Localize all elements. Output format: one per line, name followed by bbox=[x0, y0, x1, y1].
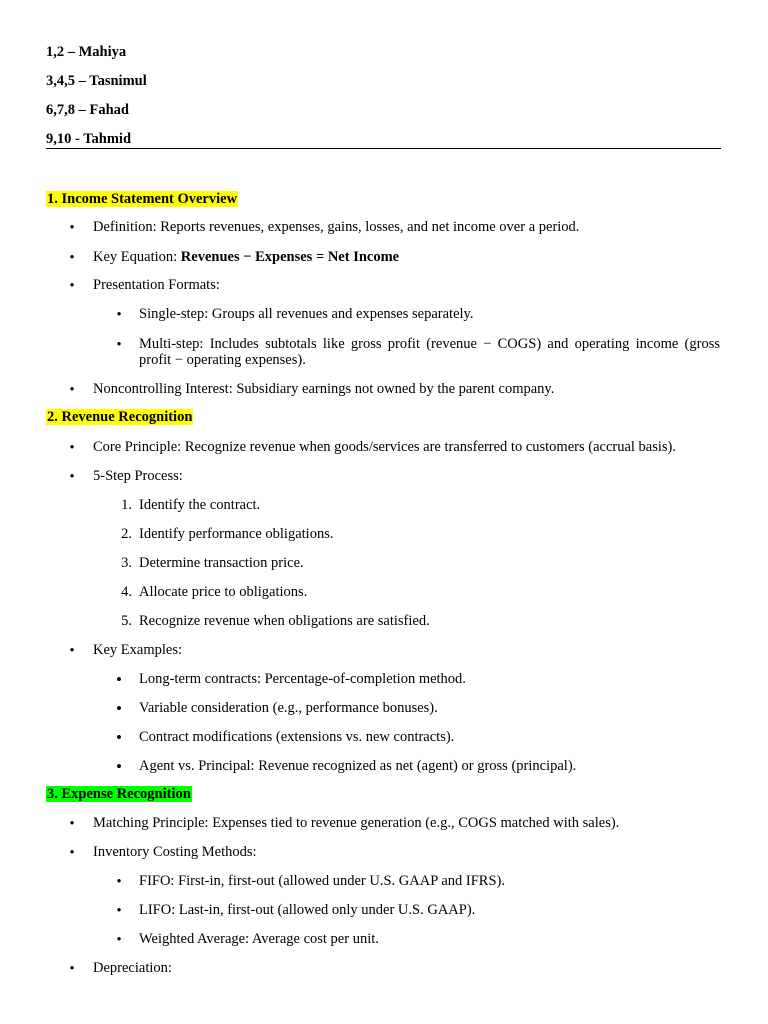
method-item: LIFO: Last-in, first-out (allowed only under U.S. GAAP). bbox=[139, 902, 476, 918]
step-item: Recognize revenue when obligations are satisfied. bbox=[139, 613, 430, 629]
section-heading bbox=[46, 191, 238, 208]
example-item: Long-term contracts: Percentage-of-completion method. bbox=[139, 671, 466, 687]
key-equation-value: Revenues − Expenses = Net Income bbox=[180, 249, 400, 265]
bullet-icon: • bbox=[69, 440, 75, 456]
section1-heading: 1. Income Statement Overview bbox=[47, 191, 238, 207]
bullet-icon: • bbox=[116, 670, 122, 689]
bullet-icon: • bbox=[116, 757, 122, 776]
bullet-icon: • bbox=[69, 382, 75, 398]
step-item: Identify performance obligations. bbox=[139, 526, 334, 542]
bullet-icon: • bbox=[116, 932, 122, 948]
bullet-icon: • bbox=[69, 220, 75, 236]
core-principle-item: Core Principle: Recognize revenue when goods/services are transferred to customers (accrual basis). bbox=[93, 439, 676, 455]
noncontrolling-item: Noncontrolling Interest: Subsidiary earnings not owned by the parent company. bbox=[93, 381, 555, 397]
bullet-icon: • bbox=[69, 469, 75, 485]
step-number: 2. bbox=[121, 526, 132, 542]
bullet-icon: • bbox=[116, 903, 122, 919]
method-item: Weighted Average: Average cost per unit. bbox=[139, 931, 379, 947]
bullet-icon: • bbox=[69, 816, 75, 832]
assignment-line: 9,10 - Tahmid bbox=[46, 131, 132, 147]
assignment-line: 3,4,5 – Tasnimul bbox=[46, 73, 147, 89]
multi-step-item: Multi-step: Includes subtotals like gross profit (revenue − COGS) and operating income (gross profit − operating expenses). bbox=[139, 336, 720, 368]
definition-item: Definition: Reports revenues, expenses, gains, losses, and net income over a period. bbox=[93, 219, 580, 235]
bullet-icon: • bbox=[116, 307, 122, 323]
bullet-icon: • bbox=[69, 845, 75, 861]
bullet-icon: • bbox=[116, 337, 122, 353]
step-number: 1. bbox=[121, 497, 132, 513]
step-number: 3. bbox=[121, 555, 132, 571]
five-step-label: 5-Step Process: bbox=[93, 468, 183, 484]
single-step-item: Single-step: Groups all revenues and expenses separately. bbox=[139, 306, 474, 322]
step-item: Allocate price to obligations. bbox=[139, 584, 308, 600]
example-item: Variable consideration (e.g., performance bonuses). bbox=[139, 700, 438, 716]
key-equation-item bbox=[93, 249, 399, 266]
assignment-line: 6,7,8 – Fahad bbox=[46, 102, 129, 118]
section-heading bbox=[46, 786, 192, 803]
step-item: Identify the contract. bbox=[139, 497, 261, 513]
step-number: 4. bbox=[121, 584, 132, 600]
horizontal-rule bbox=[46, 148, 721, 149]
example-item: Agent vs. Principal: Revenue recognized as net (agent) or gross (principal). bbox=[139, 758, 577, 774]
section-heading bbox=[46, 409, 193, 426]
presentation-formats-item: Presentation Formats: bbox=[93, 277, 220, 293]
matching-principle-item: Matching Principle: Expenses tied to revenue generation (e.g., COGS matched with sales). bbox=[93, 815, 620, 831]
depreciation-item: Depreciation: bbox=[93, 960, 172, 976]
step-item: Determine transaction price. bbox=[139, 555, 304, 571]
inventory-methods-label: Inventory Costing Methods: bbox=[93, 844, 257, 860]
bullet-icon: • bbox=[116, 699, 122, 718]
key-examples-label: Key Examples: bbox=[93, 642, 182, 658]
bullet-icon: • bbox=[69, 961, 75, 977]
bullet-icon: • bbox=[116, 874, 122, 890]
section3-heading: 3. Expense Recognition bbox=[47, 786, 191, 802]
key-equation-label: Key Equation: bbox=[93, 249, 181, 265]
bullet-icon: • bbox=[69, 278, 75, 294]
step-number: 5. bbox=[121, 613, 132, 629]
section2-heading: 2. Revenue Recognition bbox=[47, 409, 193, 425]
bullet-icon: • bbox=[116, 728, 122, 747]
assignment-line: 1,2 – Mahiya bbox=[46, 44, 127, 60]
bullet-icon: • bbox=[69, 643, 75, 659]
bullet-icon: • bbox=[69, 250, 75, 266]
method-item: FIFO: First-in, first-out (allowed under U.S. GAAP and IFRS). bbox=[139, 873, 505, 889]
example-item: Contract modifications (extensions vs. new contracts). bbox=[139, 729, 455, 745]
